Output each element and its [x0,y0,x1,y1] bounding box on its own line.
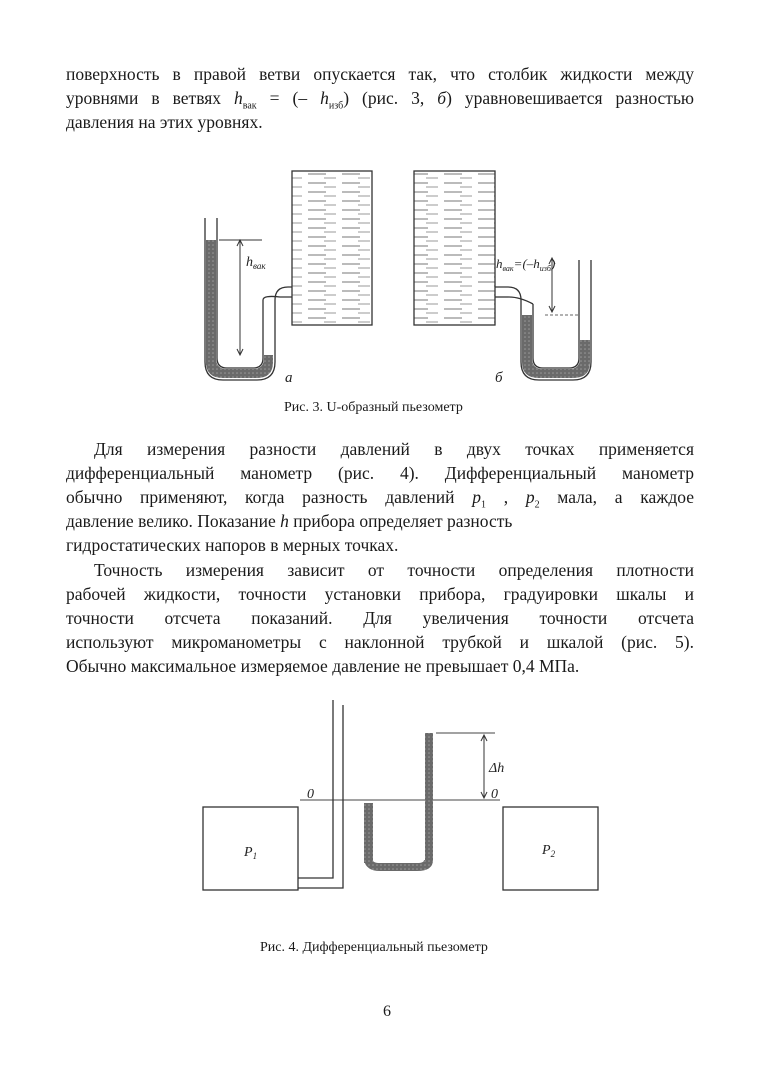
label-a: а [285,370,293,386]
label-zero-left: 0 [307,787,314,802]
label-zero-right: 0 [491,787,498,802]
text-line: давления на этих уровнях. [66,112,263,132]
text-line: точности отсчета показаний. Для увеличения точности отсчета [66,608,694,628]
text-line: обычно применяют, когда разность давлений $p_1$ , $p_2$ мала, а каждое [66,487,694,511]
paragraph-2 [66,437,694,557]
text-line: давление велико. Показание h прибора определяет разность [66,511,513,531]
text-line: уровнями в ветвях $h_{вак}$ = (– $h_{изб}$) (рис. 3, б) уравновешивается разностью [66,88,695,112]
text-line: рабочей жидкости, точности установки прибора, градуировки шкалы и [66,584,694,604]
label-p2: $P_2$ [542,843,556,859]
text-line: дифференциальный манометр (рис. 4). Дифференциальный манометр [66,463,694,483]
figure-4-caption: Рис. 4. Дифференциальный пьезометр [260,940,488,955]
page-number: 6 [383,1003,391,1020]
text-line: гидростатических напоров в мерных точках. [66,535,399,555]
text-line: Для измерения разности давлений в двух точках применяется [94,439,694,459]
label-h-vak: $h_{вак}$ [246,255,266,271]
text-line: Обычно максимальное измеряемое давление не превышает 0,4 МПа. [66,656,580,676]
figure-3a [205,171,372,386]
figure-3b [414,171,591,386]
figure-4-differential-piezometer [203,700,598,890]
label-b: б [495,370,503,386]
text-line: поверхность в правой ветви опускается так, что столбик жидкости между [66,64,694,84]
label-h-vak-izb: $h_{вак}=(-h_{изб})$ [496,256,556,273]
label-p1: $P_1$ [244,845,258,861]
figure-3-caption: Рис. 3. U-образный пьезометр [284,400,463,415]
text-line: используют микроманометры с наклонной трубкой и шкалой (рис. 5). [66,632,694,652]
label-delta-h: Δh [489,761,505,776]
text-line: Точность измерения зависит от точности определения плотности [94,560,694,580]
paragraph-3 [66,558,694,678]
